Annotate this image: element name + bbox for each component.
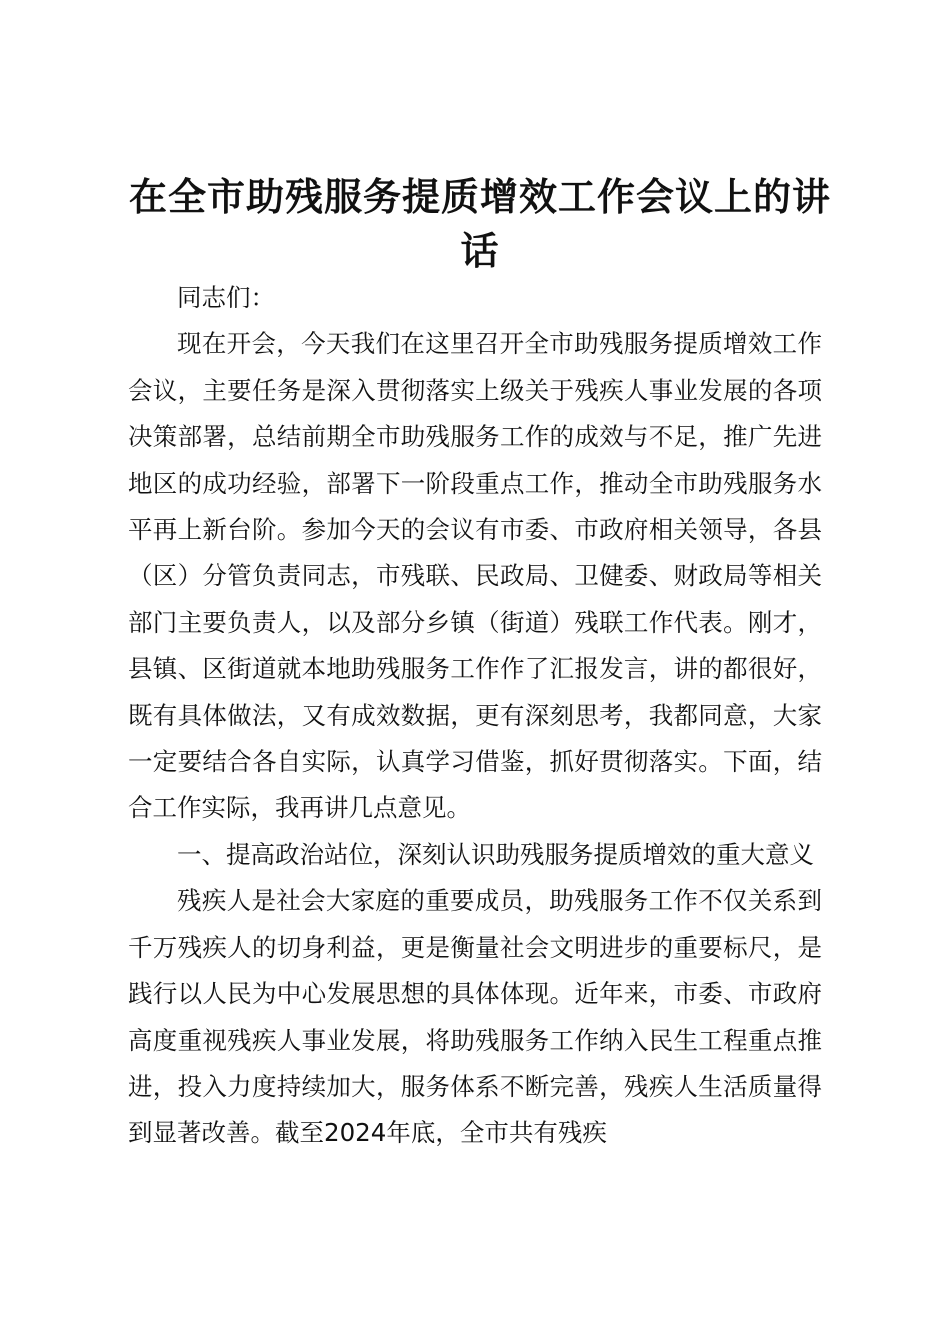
document-body: [128, 275, 822, 1157]
document-title: 在全市助残服务提质增效工作会议上的讲话: [128, 175, 831, 273]
opening-paragraph: 现在开会，今天我们在这里召开全市助残服务提质增效工作会议，主要任务是深入贯彻落实上级关于残疾人事业发展的各项决策部署，总结前期全市助残服务工作的成效与不足，推广先进地区的成功经验，部署下一阶段重点工作，推动全市助残服务水平再上新台阶。参加今天的会议有市委、市政府相关领导，各县（区）分管负责同志，市残联、民政局、卫健委、财政局等相关部门主要负责人，以及部分乡镇（街道）残联工作代表。刚才，县镇、区街道就本地助残服务工作作了汇报发言，讲的都很好，既有具体做法，又有成效数据，更有深刻思考，我都同意，大家一定要结合各自实际，认真学习借鉴，抓好贯彻落实。下面，结合工作实际，我再讲几点意见。: [128, 329, 822, 823]
section-1-paragraph: 残疾人是社会大家庭的重要成员，助残服务工作不仅关系到千万残疾人的切身利益，更是衡量社会文明进步的重要标尺，是践行以人民为中心发展思想的具体体现。近年来，市委、市政府高度重视残疾人事业发展，将助残服务工作纳入民生工程重点推进，投入力度持续加大，服务体系不断完善，残疾人生活质量得到显著改善。截至2024年底，全市共有残疾: [128, 886, 822, 1148]
salutation-paragraph: 同志们：: [177, 283, 275, 312]
section-heading-1: 一、提高政治站位，深刻认识助残服务提质增效的重大意义: [177, 839, 814, 869]
